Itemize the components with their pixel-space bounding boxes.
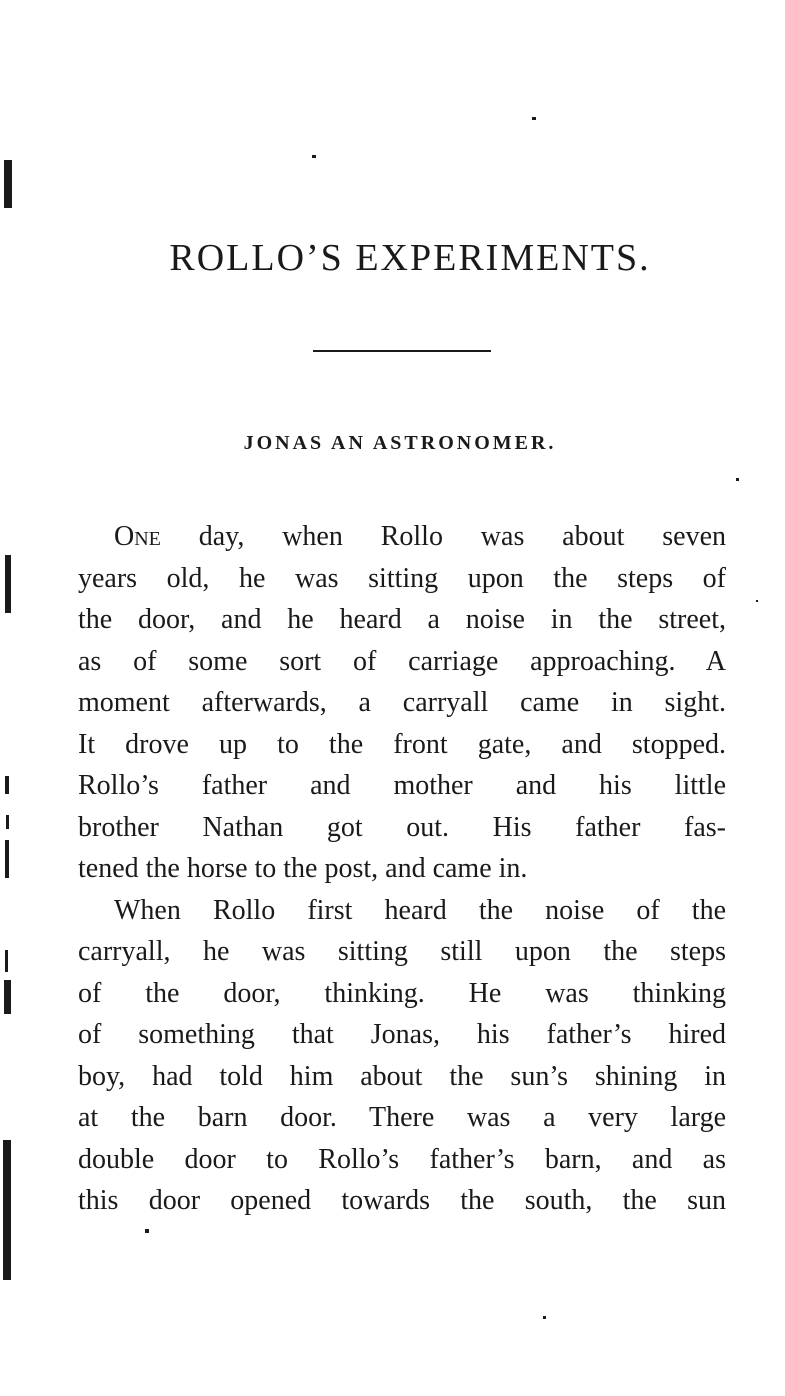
paragraph-1-line-5: moment afterwards, a carryall came in sight. <box>78 687 726 718</box>
first-word: One <box>114 521 161 552</box>
scan-artifact-mark <box>4 160 12 208</box>
paragraph-2-line-2: carryall, he was sitting still upon the steps <box>78 936 726 967</box>
scan-artifact-speck <box>756 600 758 602</box>
scan-artifact-speck <box>532 117 536 120</box>
paragraph-2-line-1: When Rollo first heard the noise of the <box>114 894 726 926</box>
paragraph-2-line-3: of the door, thinking. He was thinking <box>78 977 726 1009</box>
paragraph-1-line-7: Rollo’s father and mother and his little <box>78 770 726 801</box>
scan-artifact-mark <box>4 980 11 1014</box>
paragraph-1-line-4: as of some sort of carriage approaching. A <box>78 645 726 677</box>
scan-artifact-speck <box>543 1316 546 1319</box>
scan-artifact-mark <box>5 776 9 794</box>
paragraph-1-line-1 <box>78 516 726 558</box>
paragraph-1-line-3: the door, and he heard a noise in the street, <box>78 604 726 635</box>
paragraph-1-line-2: years old, he was sitting upon the steps of <box>78 562 726 594</box>
paragraph-1-line-9: tened the horse to the post, and came in. <box>78 853 528 884</box>
scan-artifact-mark <box>5 840 9 878</box>
paragraph-1-line-6: It drove up to the front gate, and stopped. <box>78 728 726 760</box>
paragraph-2-line-7: double door to Rollo’s father’s barn, and as <box>78 1143 726 1175</box>
title-divider <box>313 350 491 352</box>
scan-artifact-speck <box>312 155 316 158</box>
scan-artifact-mark <box>5 555 11 613</box>
paragraph-2-line-6: at the barn door. There was a very large <box>78 1102 726 1133</box>
paragraph-2-line-4: of something that Jonas, his father’s hired <box>78 1019 726 1050</box>
scan-artifact-speck <box>145 1229 149 1233</box>
paragraph-1-line-8: brother Nathan got out. His father fas- <box>78 811 726 843</box>
first-line-rest: day, when Rollo was about seven <box>160 521 726 552</box>
paragraph-2-line-8: this door opened towards the south, the sun <box>78 1185 726 1216</box>
scan-artifact-mark <box>3 1140 11 1280</box>
body-text <box>78 516 726 1222</box>
scan-artifact-mark <box>6 815 9 829</box>
paragraph-2-line-5: boy, had told him about the sun’s shining in <box>78 1060 726 1092</box>
scan-artifact-speck <box>736 478 739 481</box>
page-title: ROLLO’S EXPERIMENTS. <box>169 237 651 279</box>
scan-artifact-mark <box>5 950 8 972</box>
chapter-heading: JONAS AN ASTRONOMER. <box>243 432 557 454</box>
